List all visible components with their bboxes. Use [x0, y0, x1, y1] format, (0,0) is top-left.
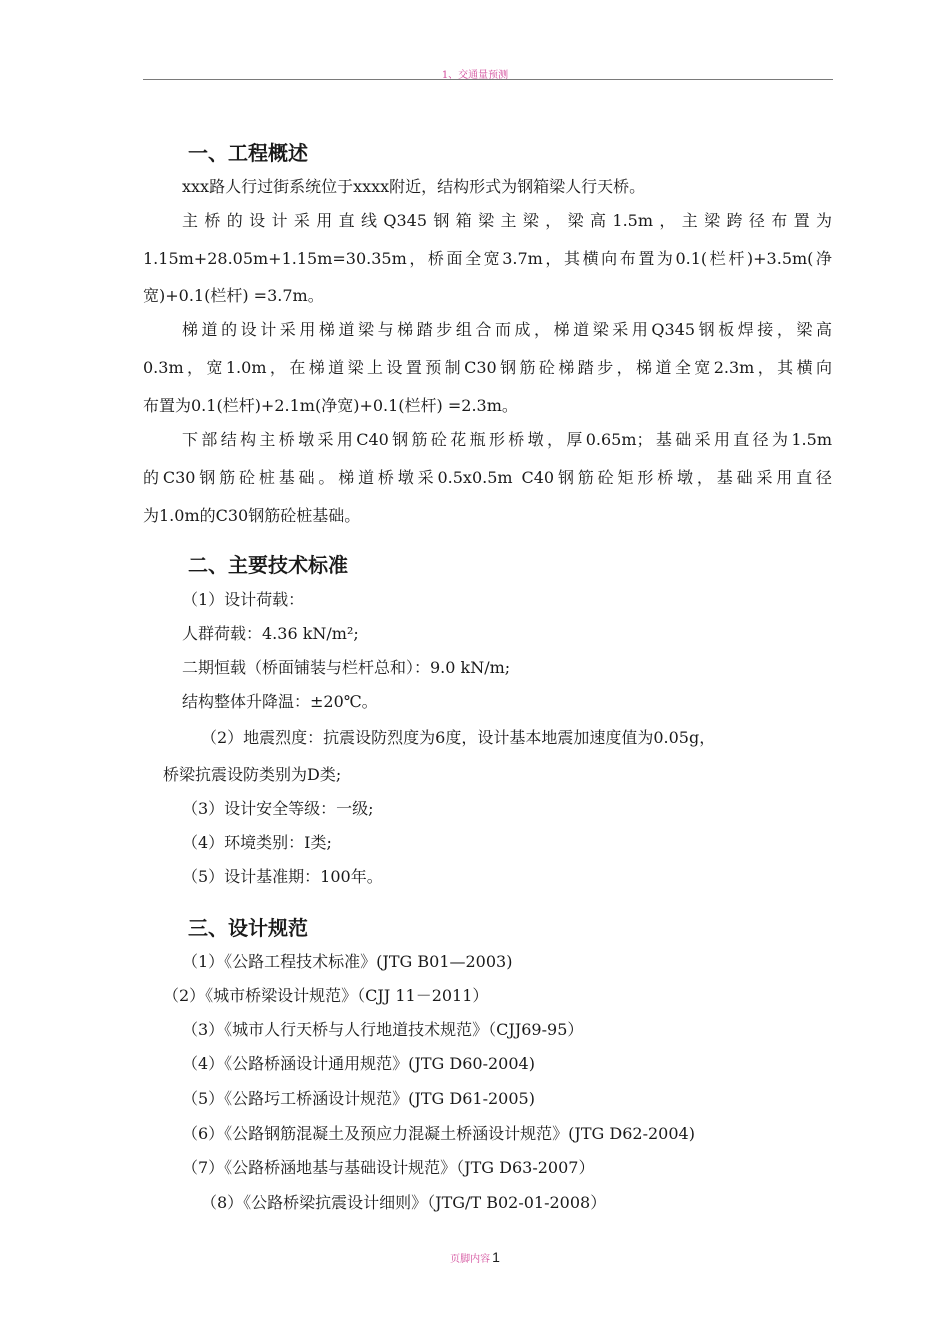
s1-p3-line-3: 布置为0.1(栏杆)+2.1m(净宽)+0.1(栏杆) =2.3m。 — [143, 396, 518, 415]
s2-line-5: （2）地震烈度：抗震设防烈度为6度，设计基本地震加速度值为0.05g， — [201, 728, 716, 747]
s2-line-2: 人群荷载：4.36 kN/m²; — [182, 624, 359, 643]
s3-item-5: （5）《公路圬工桥涵设计规范》(JTG D61-2005) — [182, 1089, 535, 1108]
header-rule — [143, 79, 833, 80]
s1-p3-line-1: 梯道的设计采用梯道梁与梯踏步组合而成，梯道梁采用Q345钢板焊接，梁高 — [182, 320, 832, 339]
s1-p4-line-3: 为1.0m的C30钢筋砼桩基础。 — [143, 506, 361, 525]
s3-item-7: （7）《公路桥涵地基与基础设计规范》（JTG D63-2007） — [182, 1158, 595, 1177]
s2-line-6: 桥梁抗震设防类别为D类; — [163, 765, 342, 784]
s1-p1-line-1: xxx路人行过街系统位于xxxx附近，结构形式为钢箱梁人行天桥。 — [182, 177, 646, 196]
s1-p3-line-2: 0.3m，宽1.0m，在梯道梁上设置预制C30钢筋砼梯踏步，梯道全宽2.3m，其横向 — [143, 358, 832, 377]
page-footer — [0, 1247, 950, 1266]
s3-item-2: （2）《城市桥梁设计规范》（CJJ 11－2011） — [163, 986, 489, 1005]
section-3-title: 三、设计规范 — [188, 916, 308, 940]
s3-item-1: （1）《公路工程技术标准》(JTG B01—2003) — [182, 952, 513, 971]
section-1-title: 一、工程概述 — [188, 141, 308, 165]
s2-line-1: （1）设计荷载： — [182, 590, 305, 609]
s3-item-6: （6）《公路钢筋混凝土及预应力混凝土桥涵设计规范》(JTG D62-2004) — [182, 1124, 695, 1143]
s1-p4-line-1: 下部结构主桥墩采用C40钢筋砼花瓶形桥墩，厚0.65m；基础采用直径为1.5m — [182, 430, 832, 449]
section-2-title: 二、主要技术标准 — [188, 553, 348, 577]
s1-p2-line-2: 1.15m+28.05m+1.15m=30.35m，桥面全宽3.7m，其横向布置为0.1(栏杆)+3.5m(净 — [143, 249, 832, 268]
page-header: 1、交通量预测 — [441, 70, 509, 81]
page-number: 1 — [492, 1249, 500, 1265]
s3-item-8: （8）《公路桥梁抗震设计细则》（JTG/T B02-01-2008） — [201, 1193, 607, 1212]
s1-p2-line-3: 宽)+0.1(栏杆) =3.7m。 — [143, 286, 324, 305]
s2-line-3: 二期恒载（桥面铺装与栏杆总和）：9.0 kN/m; — [182, 658, 511, 677]
s3-item-3: （3）《城市人行天桥与人行地道技术规范》（CJJ69-95） — [182, 1020, 584, 1039]
s1-p4-line-2: 的C30钢筋砼桩基础。梯道桥墩采0.5x0.5m C40钢筋砼矩形桥墩，基础采用直径 — [143, 468, 832, 487]
footer-label: 页脚内容 — [450, 1254, 491, 1265]
s2-line-8: （4）环境类别：Ⅰ类; — [182, 833, 332, 852]
s2-line-4: 结构整体升降温：±20℃。 — [182, 692, 378, 711]
s2-line-7: （3）设计安全等级：一级; — [182, 799, 374, 818]
s3-item-4: （4）《公路桥涵设计通用规范》(JTG D60-2004) — [182, 1054, 535, 1073]
s2-line-9: （5）设计基准期：100年。 — [182, 867, 383, 886]
s1-p2-line-1: 主桥的设计采用直线Q345钢箱梁主梁，梁高1.5m，主梁跨径布置为 — [182, 211, 832, 230]
